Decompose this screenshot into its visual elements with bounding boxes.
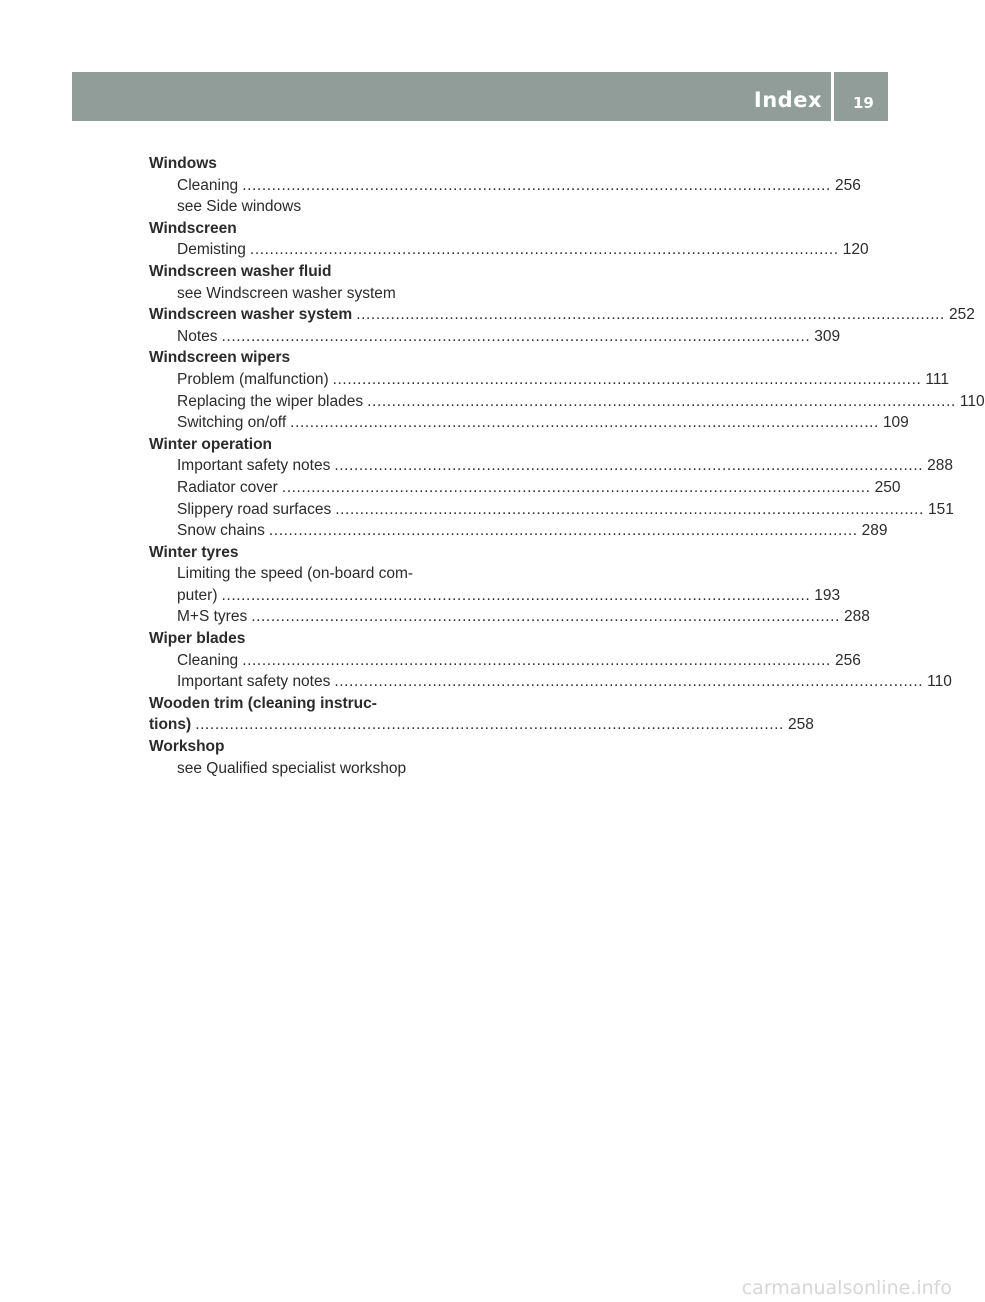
entry-label: Cleaning	[177, 176, 239, 194]
watermark: carmanualsonline.info	[741, 1277, 952, 1299]
index-entry	[149, 736, 480, 758]
entry-label: Problem (malfunction)	[177, 370, 329, 388]
index-entry	[149, 153, 480, 175]
index-entry	[149, 542, 480, 564]
index-subentry	[149, 585, 841, 607]
index-subentry	[149, 196, 480, 218]
page-reference[interactable]: 252	[948, 306, 975, 324]
dot-leader: ........................................................................................................................	[334, 673, 924, 691]
index-subentry	[149, 606, 870, 628]
entry-label: puter)	[177, 586, 218, 604]
entry-label: Windscreen washer fluid	[149, 262, 332, 280]
dot-leader: ........................................................................................................................	[334, 457, 924, 475]
index-subentry	[149, 758, 480, 780]
index-subentry	[149, 326, 841, 348]
index-subentry	[149, 650, 861, 672]
entry-label: Replacing the wiper blades	[177, 392, 364, 410]
index-subentry	[149, 671, 952, 693]
index-subentry	[149, 412, 909, 434]
dot-leader: ........................................................................................................................	[356, 306, 945, 324]
page-reference[interactable]: 256	[834, 651, 861, 669]
index-entry	[149, 261, 480, 283]
entry-label: Radiator cover	[177, 478, 278, 496]
entry-label: Windscreen	[149, 219, 237, 237]
page-reference[interactable]: 309	[814, 327, 841, 345]
entry-label: Important safety notes	[177, 457, 331, 475]
page-reference[interactable]: 250	[874, 478, 901, 496]
page-reference[interactable]: 111	[925, 370, 949, 388]
entry-label: Demisting	[177, 241, 246, 259]
index-list	[149, 153, 985, 779]
dot-leader: ........................................................................................................................	[221, 586, 811, 604]
page-reference[interactable]: 120	[842, 241, 869, 259]
dot-leader: ........................................................................................................................	[335, 500, 924, 518]
page-reference[interactable]: 151	[928, 500, 954, 518]
index-subentry	[149, 175, 861, 197]
dot-leader: ........................................................................................................................	[268, 522, 858, 540]
entry-label: Winter operation	[149, 435, 273, 453]
dot-leader: ........................................................................................................................	[251, 608, 840, 626]
index-entry	[149, 434, 480, 456]
index-subentry	[149, 499, 954, 521]
page-reference[interactable]: 288	[843, 608, 870, 626]
index-subentry	[149, 239, 869, 261]
dot-leader: ........................................................................................................................	[221, 327, 811, 345]
index-subentry	[149, 455, 954, 477]
entry-label: see Qualified specialist workshop	[177, 759, 407, 777]
entry-label: M+S tyres	[177, 608, 248, 626]
page-number: 19	[853, 94, 874, 112]
page-reference[interactable]: 109	[882, 414, 909, 432]
index-subentry	[149, 369, 949, 391]
entry-label: Slippery road surfaces	[177, 500, 332, 518]
dot-leader: ........................................................................................................................	[242, 176, 831, 194]
index-entry	[149, 304, 975, 326]
entry-label: Winter tyres	[149, 543, 239, 561]
page-reference[interactable]: 256	[834, 176, 861, 194]
index-subentry	[149, 520, 888, 542]
index-entry	[149, 218, 480, 240]
entry-label: Switching on/off	[177, 414, 287, 432]
page-reference[interactable]: 289	[861, 522, 888, 540]
entry-label: Windows	[149, 155, 217, 172]
entry-label: see Side windows	[177, 198, 302, 216]
dot-leader: ........................................................................................................................	[249, 241, 839, 259]
section-title: Index	[753, 88, 822, 112]
page-reference[interactable]: 288	[927, 457, 954, 475]
dot-leader: ........................................................................................................................	[195, 716, 784, 734]
entry-label: Workshop	[149, 738, 225, 756]
entry-label: Wiper blades	[149, 630, 246, 648]
dot-leader: ........................................................................................................................	[290, 414, 879, 432]
index-entry	[149, 347, 480, 369]
entry-label: Cleaning	[177, 651, 239, 669]
entry-label: Snow chains	[177, 522, 265, 540]
entry-label: see Windscreen washer system	[177, 284, 396, 302]
entry-label: Important safety notes	[177, 673, 331, 691]
entry-label: Windscreen washer system	[149, 306, 353, 324]
index-subentry	[149, 563, 480, 585]
dot-leader: ........................................................................................................................	[281, 478, 871, 496]
index-subentry	[149, 283, 480, 305]
page-reference[interactable]: 258	[787, 716, 814, 734]
entry-label: tions)	[149, 716, 192, 734]
dot-leader: ........................................................................................................................	[367, 392, 956, 410]
page-reference[interactable]: 110	[959, 392, 985, 410]
header-divider	[831, 72, 834, 121]
page-reference[interactable]: 193	[814, 586, 841, 604]
index-entry	[149, 693, 480, 715]
index-entry	[149, 628, 480, 650]
entry-label: Windscreen wipers	[149, 349, 291, 367]
entry-label: Wooden trim (cleaning instruc-	[149, 694, 377, 712]
dot-leader: ........................................................................................................................	[332, 370, 922, 388]
index-entry	[149, 714, 814, 736]
dot-leader: ........................................................................................................................	[242, 651, 831, 669]
index-subentry	[149, 477, 901, 499]
entry-label: Notes	[177, 327, 218, 345]
page-reference[interactable]: 110	[927, 673, 952, 691]
entry-label: Limiting the speed (on-board com-	[177, 565, 414, 583]
index-subentry	[149, 391, 985, 413]
